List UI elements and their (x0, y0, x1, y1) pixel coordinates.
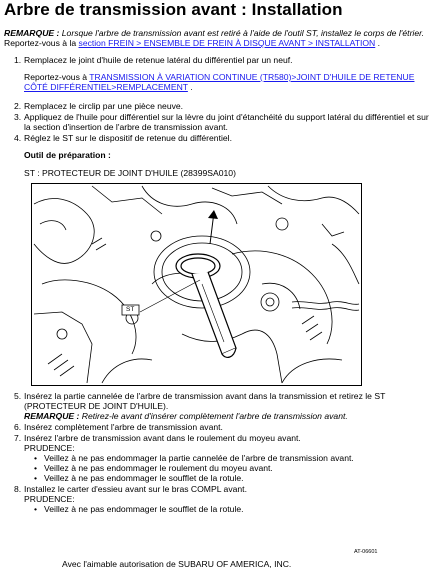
step-5-remark-label: REMARQUE : (24, 411, 80, 421)
step-1-ref-prefix: Reportez-vous à (24, 72, 90, 82)
step-8-number: 8. (14, 484, 22, 494)
step-3-text-line2: la section d'insertion de l'arbre de transmission avant. (24, 122, 228, 132)
figure-id: AT-06601 (354, 549, 378, 555)
step-5-number: 5. (14, 391, 22, 401)
remark-reference (4, 38, 380, 48)
step-5-remark (24, 411, 348, 421)
st-callout-label: ST (126, 306, 135, 313)
step-6-number: 6. (14, 422, 22, 432)
step-1-reference (24, 72, 414, 82)
tool-heading: Outil de préparation : (24, 150, 111, 160)
remark-line (4, 28, 424, 38)
step-2-text: Remplacez le circlip par une pièce neuve. (24, 101, 184, 111)
step-1-reference-line2 (24, 82, 193, 92)
tool-item: ST : PROTECTEUR DE JOINT D'HUILE (28399SA010) (24, 168, 236, 178)
remark-label: REMARQUE : (4, 28, 60, 38)
step-1-ref-suffix: . (187, 82, 193, 92)
brake-section-link[interactable]: section FREIN > ENSEMBLE DE FREIN À DISQUE AVANT > INSTALLATION (78, 38, 376, 48)
step-7-number: 7. (14, 433, 22, 443)
remark-ref-prefix: Reportez-vous à la (4, 38, 79, 48)
step-6-text: Insérez complètement l'arbre de transmission avant. (24, 422, 223, 432)
page-title: Arbre de transmission avant : Installation (4, 0, 343, 19)
bullet-icon: • (34, 453, 38, 463)
step-7-caution-2: Veillez à ne pas endommager le roulement du moyeu avant. (44, 463, 273, 473)
step-3-number: 3. (14, 112, 22, 122)
bullet-icon: • (34, 463, 38, 473)
figure-caption: Avec l'aimable autorisation de SUBARU OF AMERICA, INC. (62, 559, 292, 569)
step-1-text: Remplacez le joint d'huile de retenue latéral du différentiel par un neuf. (24, 55, 293, 65)
installation-illustration (32, 184, 361, 385)
step-3-text-line1: Appliquez de l'huile pour différentiel sur la lèvre du joint d'étanchéité du support latéral du différentiel et sur (24, 112, 429, 122)
oil-seal-link-line1[interactable]: TRANSMISSION À VARIATION CONTINUE (TR580)>JOINT D'HUILE DE RETENUE (89, 72, 415, 82)
step-5-text-line1: Insérez la partie cannelée de l'arbre de transmission avant dans la transmission et retirez le ST (24, 391, 386, 401)
step-2-number: 2. (14, 101, 22, 111)
bullet-icon: • (34, 473, 38, 483)
step-7-caution-1: Veillez à ne pas endommager la partie cannelée de l'arbre de transmission avant. (44, 453, 354, 463)
step-1-number: 1. (14, 55, 22, 65)
step-4-number: 4. (14, 133, 22, 143)
remark-ref-suffix: . (375, 38, 381, 48)
bullet-icon: • (34, 504, 38, 514)
step-5-text-line2: (PROTECTEUR DE JOINT D'HUILE). (24, 401, 169, 411)
step-8-prudence-label: PRUDENCE: (24, 494, 75, 504)
step-7-prudence-label: PRUDENCE: (24, 443, 75, 453)
step-5-remark-text: Retirez-le avant d'insérer complètement l'arbre de transmission avant. (79, 411, 348, 421)
step-4-text: Réglez le ST sur le dispositif de retenue du différentiel. (24, 133, 232, 143)
step-8-caution-1: Veillez à ne pas endommager le soufflet de la rotule. (44, 504, 244, 514)
remark-text: Lorsque l'arbre de transmission avant est retiré à l'aide de l'outil ST, installez le corps de l'étrier. (59, 28, 425, 38)
oil-seal-link-line2[interactable]: CÔTÉ DIFFÉRENTIEL>REMPLACEMENT (24, 82, 188, 92)
step-7-text: Insérez l'arbre de transmission avant dans le roulement du moyeu avant. (24, 433, 301, 443)
step-8-text: Installez le carter d'essieu avant sur le bras COMPL avant. (24, 484, 247, 494)
step-7-caution-3: Veillez à ne pas endommager le soufflet de la rotule. (44, 473, 244, 483)
